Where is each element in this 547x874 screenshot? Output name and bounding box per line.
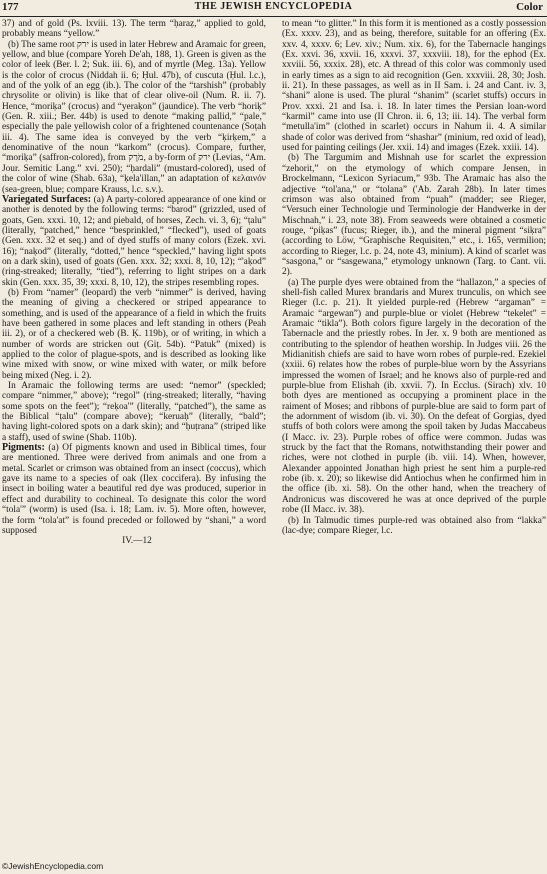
- copyright-credit: ©JewishEncyclopedia.com: [2, 861, 104, 871]
- side-heading-variegated: Variegated Surfaces:: [2, 193, 92, 205]
- paragraph: (b) From “namer” (leopard) the verb “nimmer” is derived, having the meaning of giving a checkered or striped appearance to something, and is used of the appearance of a field in which the fruits have been gathered in some places and left standing in others (Peah iii. 2), or of a checkered web (B. Ḳ. 119b), or of writing, in which a number of words are stricken out (Giṭ. 54b). “Patuk” (mixed) is applied to the color of plague-spots, and is described as looking like wine mixed with snow, or wine mixed with water, or milk before being mixed (Neg. i. 2).: [2, 287, 266, 381]
- paragraph: to mean “to glitter.” In this form it is mentioned as a costly possession (Ex. xxxv. 23), and as being, therefore, suitable for an offering (Ex. xxv. 4, xxxv. 6; Lev. xiv.; Num. xix. 6), for the Tabernacle hangings (Ex. xxvi. 36, xxvii. 16, xxxvi. 37, xxxviii. 18), for the ephod (Ex. xxviii. 56, xxxix. 28), etc. A thread of this color was commonly used in early times as a sign to aid recognition (Gen. xxxviii. 28, 30; Josh. ii. 21). In these passages, as well as in II Sam. i. 24 and Cant. iv. 3, “shani” alone is used. The plural “shanim” (scarlet stuffs) occurs in Prov. xxxi. 21 and Isa. i. 18. In later times the Persian loan-word “karmil” came into use (II Chron. ii. 6, 13; iii. 14). The verbal form “metulla'im” (clothed in scarlet) occurs in Nahum ii. 4. A similar shade of color was derived from “shashar” (minium, red oxid of lead), used for painting ceilings (Jer. xxii. 14) and images (Ezek. xxiii. 14).: [282, 19, 546, 154]
- running-title: THE JEWISH ENCYCLOPEDIA: [194, 1, 353, 12]
- paragraph: (a) The purple dyes were obtained from the “hallazon,” a species of shell-fish called Murex brandaris and Murex trunculis, on which see Rieger (l.c. p. 21). It yielded purple-red (Hebrew “argaman” = Aramaic “argewan”) and purple-blue or violet (Hebrew “tekelet” = Aramaic “tikla”). Both colors figure largely in the decoration of the Tabernacle and the priestly robes. In Jer. x. 9 both are mentioned as contributing to the splendor of heathen worship. In Judges viii. 26 the Midianitish chiefs are said to have worn robes of purple-red. Ezekiel (xxiii. 6) relates how the robes of purple-blue worn by the Assyrians impressed the women of Israel; and he knows also of purple-red and purple-blue from Elishah (ib. xxvii. 7). In Ecclus. (Sirach) xlv. 10 both dyes are mentioned as occupying a prominent place in the raiment of Moses; and ribbons of purple-blue are said to form part of the adornment of wisdom (ib. vi. 30). On the defeat of Gorgias, dyed stuffs of both colors were among the spoil taken by Judas Maccabeus (I Macc. iv. 23). Purple robes of office were common. Judas was struck by the fact that the Romans, notwithstanding their power and riches, were not clothed in purple (ib. viii. 14). When, however, Alexander appointed Jonathan high priest he sent him a purple-red robe (ib. x. 20); so likewise did Antiochus when he confirmed him in the office (ib. xi. 58). On the other hand, when the treachery of Andronicus was discovered he was at once deprived of the purple robe (II Macc. iv. 38).: [282, 277, 546, 516]
- section-title: Color: [516, 1, 543, 13]
- left-column: [2, 19, 266, 859]
- paragraph: 37) and of gold (Ps. lxviii. 13). The term “ḥaraẓ,” applied to gold, probably means “yellow.”: [2, 19, 266, 40]
- page-header: [0, 0, 547, 17]
- paragraph: In Aramaic the following terms are used: “nemor” (speckled; compare “nimmer,” above); “regol” (ring-streaked; literally, “having some spots on the feet”); “reḳoa'” (literally, “patched”), the same as the Biblical “ṭalu” (compare above); “keruaḥ” (literally, “bald”; having light-colored spots on a dark skin); and “ḥuṭrana” (striped like a staff), used of swine (Shab. 110b).: [2, 381, 266, 443]
- right-column: [282, 19, 546, 859]
- paragraph: (b) The Targumim and Mishnah use for scarlet the expression “zehorit,” on the etymology of which compare Jensen, in Brockelmann, “Lexicon Syriacum,” 93b. The Aramaic has also the adjective “tol'ana,” or “tolana” ('Ab. Zarah 28b). In later times crimson was also obtained from “puah” (madder; see Rieger, “Versuch einer Technologie und Terminologie der Handwerke in der Mischnah,” i. 23, note 38). From seaweeds were obtained a cosmetic rouge, “piḳas” (fucus; Rieger, ib.), and the mineral pigment “siḳra” (according to Löw, “Graphische Requisiten,” etc., i. 165, vermilion; according to Rieger, l.c. p. 24, note 43, minium). A kind of scarlet was “sasgona,” or “sasgewana,” etymology unknown (Targ. to Cant. vii. 2).: [282, 153, 546, 278]
- signature-mark: IV.—12: [122, 536, 152, 547]
- paragraph-variegated: Variegated Surfaces: (a) A party-colored appearance of one kind or another is denoted by the following terms: “barod” (grizzled, used of goats, Gen. xxxi. 10, 12; and piebald, of horses, Zech. vi. 3, 6); “ṭalu” (literally, “patched,” hence “besprinkled,” “flecked”), used of goats (Gen. xxx. 32 et seq.) and of dyed stuffs of many colors (Ezek. xvi. 16); “naḳod” (literally, “dotted,” hence “speckled,” having light spots on a dark skin), used of goats (Gen. xxx. 32; xxxi. 8, 10, 12); “'aḳod” (ring-streaked; literally, “tied”), referring to light stripes on a dark skin (Gen. xxx. 35, 39; xxxi. 8, 10, 12), the stripes resembling ropes.: [2, 193, 266, 288]
- side-heading-pigments: Pigments:: [2, 442, 45, 454]
- paragraph: (b) In Talmudic times purple-red was obtained also from “lakka” (lac-dye; compare Rieger, l.c.: [282, 515, 546, 536]
- page-number: 177: [2, 1, 19, 13]
- paragraph-pigments: Pigments: (a) Of pigments known and used in Biblical times, four are mentioned. Three were derived from animals and one from a metal. Scarlet or crimson was obtained from an insect (coccus), which gave its name to a species of oak (Ilex coccifera). By infusing the insect in boiling water a beautiful red dye was produced, superior in effect and durability to cochineal. To designate this color the word “tola'” (worm) is used (Isa. i. 18; Lam. iv. 5). More often, however, the form “tola'at” is found preceded or followed by “shani,” a word supposed: [2, 442, 266, 536]
- paragraph: (b) The same root ירק is used in later Hebrew and Aramaic for green, yellow, and blue (compare Yoreh De'ah, 188, 1). Green is given as the color of leek (Ber. l. 2; Suk. iii. 6), and of myrtle (Meg. 13a). Yellow is the color of crocus (Niddah ii. 6; Ḥul. 47b), of cuscuta (Ḥul. l.c.), and of the yolk of an egg (ib.). The color of the “tarshish” (probably chrysolite or olivin) is like that of clear olive-oil (Num. R. ii. 7). Hence, “moriḳa” (crocus) and “yeraḳon” (jaundice). The verb “horiḳ” (Gen. R. xiii.; Ber. 44b) is used to denote “making pallid,” “pale,” especially the pale yellowish color of a frightened countenance (Soṭah iii. 4). The same idea is conveyed by the verb “ḳirḳem,” a denominative of the noun “karkom” (crocus). Compare, further, “moriḳa” (saffron-colored), from מֹרֶק, a by-form of ירק (Levias, “Am. Jour. Semitic Lang.” xvi. 250); “ḥardali” (mustard-colored), used of the color of wine (Shab. 63a), “ḳela'illan,” an adaptation of κελαινόν (sea-green, blue; compare Krauss, l.c. s.v.).: [2, 39, 266, 195]
